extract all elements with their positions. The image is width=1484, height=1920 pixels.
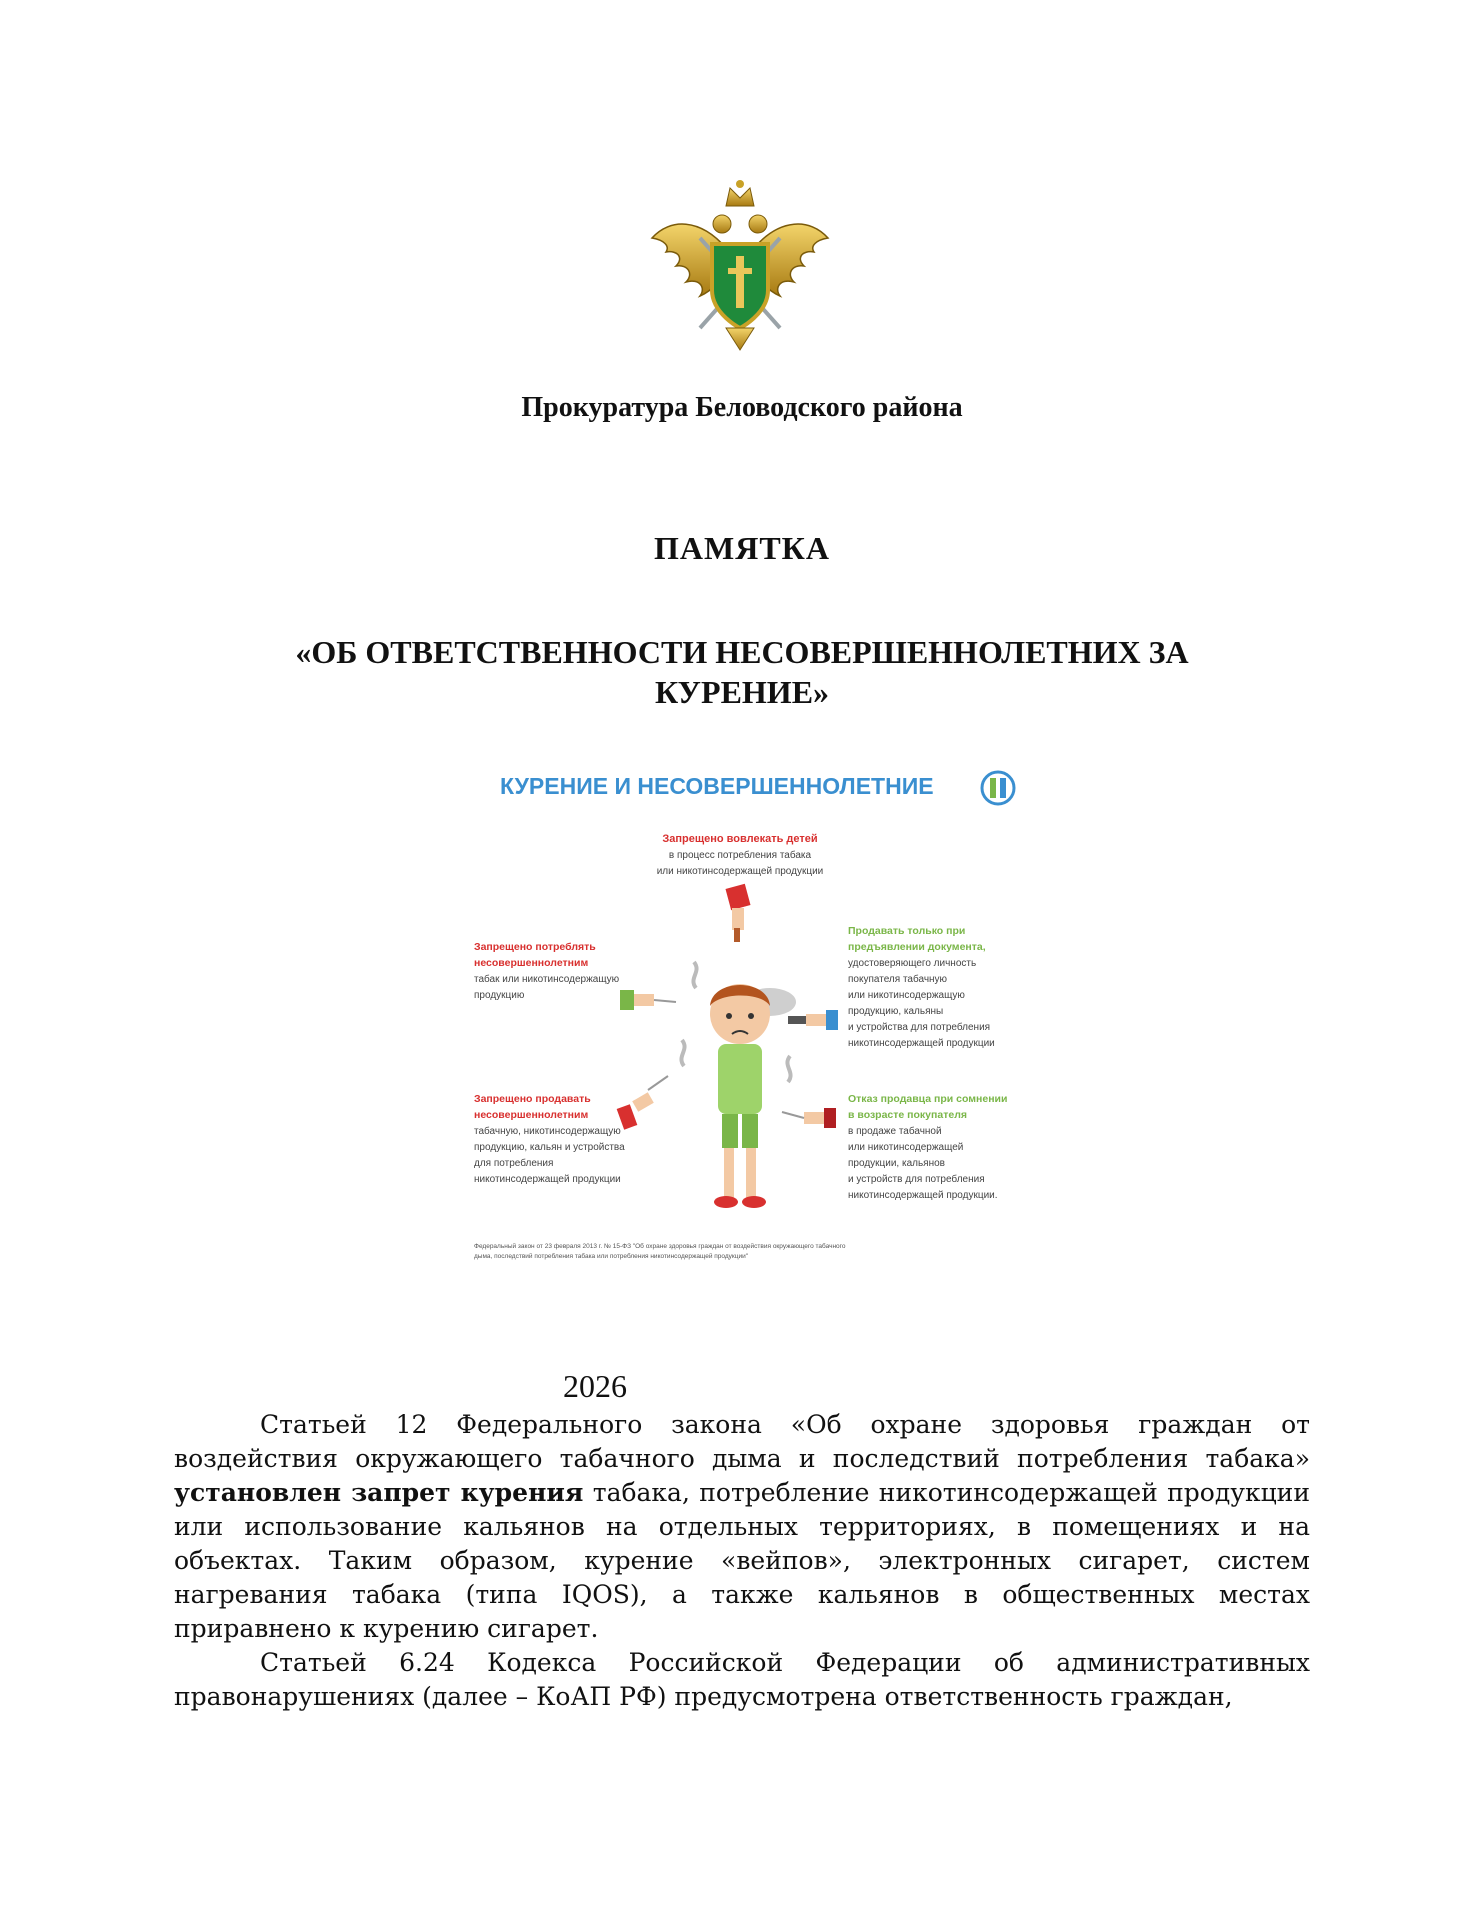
hand-right-bottom-icon xyxy=(782,1108,836,1128)
left-top-line-2: продукцию xyxy=(474,990,525,1001)
eagle-heads xyxy=(713,215,767,233)
law-footnote-line-2: дыма, последствий потребления табака или потребления никотинсодержащей продукции" xyxy=(474,1253,749,1260)
right-top-line-4: продукцию, кальяны xyxy=(848,1006,944,1017)
worried-child-illustration xyxy=(710,984,770,1208)
document-type: ПАМЯТКА xyxy=(654,530,830,566)
left-bottom-heading-1: Запрещено продавать xyxy=(474,1093,591,1105)
left-bottom-line-2: продукцию, кальян и устройства xyxy=(474,1142,625,1153)
top-heading: Запрещено вовлекать детей xyxy=(662,833,818,845)
left-top-heading-2: несовершеннолетним xyxy=(474,957,589,969)
green-shield-icon xyxy=(712,244,768,328)
top-line-1: в процесс потребления табака xyxy=(668,850,812,861)
document-year: 2026 xyxy=(563,1368,627,1404)
document-body xyxy=(174,1408,1310,1714)
left-bottom-line-3: для потребления xyxy=(474,1158,554,1169)
infographic-title: КУРЕНИЕ И НЕСОВЕРШЕННОЛЕТНИЕ xyxy=(500,773,934,799)
right-bottom-line-3: продукции, кальянов xyxy=(848,1158,945,1169)
left-bottom-line-1: табачную, никотинсодержащую xyxy=(474,1126,621,1137)
right-bottom-heading-1: Отказ продавца при сомнении xyxy=(848,1093,1008,1105)
law-footnote-line-1: Федеральный закон от 23 февраля 2013 г. № 15-ФЗ "Об охране здоровья граждан от воздействия окружающего табачного xyxy=(474,1243,846,1250)
right-bottom-heading-2: в возрасте покупателя xyxy=(848,1109,967,1121)
right-top-line-3: или никотинсодержащую xyxy=(848,990,965,1001)
crown-icon xyxy=(726,180,754,206)
right-top-line-1: удостоверяющего личность xyxy=(848,958,977,969)
right-bottom-line-2: или никотинсодержащей xyxy=(848,1142,964,1153)
left-bottom-line-4: никотинсодержащей продукции xyxy=(474,1174,621,1185)
right-top-line-2: покупателя табачную xyxy=(848,974,948,985)
document-title: «ОБ ОТВЕТСТВЕННОСТИ НЕСОВЕРШЕННОЛЕТНИХ ЗА КУРЕНИЕ» xyxy=(295,634,1189,710)
right-top-heading-2: предъявлении документа, xyxy=(848,941,986,953)
hand-left-bottom-icon xyxy=(617,1076,668,1130)
right-top-heading-1: Продавать только при xyxy=(848,925,966,937)
emphasis-ban: установлен запрет курения xyxy=(174,1478,584,1507)
logo-icon xyxy=(982,772,1014,804)
right-top-line-5: и устройства для потребления xyxy=(848,1022,991,1033)
right-bottom-line-4: и устройств для потребления xyxy=(848,1174,985,1185)
office-name: Прокуратура Беловодского района xyxy=(521,392,963,423)
hand-top-icon xyxy=(725,884,750,942)
right-bottom-line-1: в продаже табачной xyxy=(848,1126,942,1137)
prosecutor-emblem xyxy=(640,178,840,358)
left-bottom-heading-2: несовершеннолетним xyxy=(474,1109,589,1121)
paragraph-2: Статьей 6.24 Кодекса Российской Федерации об административных правонарушениях (далее – КоАП РФ) предусмотрена ответственность граждан, xyxy=(174,1648,1310,1711)
left-top-heading-1: Запрещено потреблять xyxy=(474,941,596,953)
hand-left-top-icon xyxy=(620,990,676,1010)
right-bottom-line-5: никотинсодержащей продукции. xyxy=(848,1190,998,1201)
left-top-line-1: табак или никотинсодержащую xyxy=(474,974,620,985)
top-line-2: или никотинсодержащей продукции xyxy=(656,866,824,877)
right-top-line-6: никотинсодержащей продукции xyxy=(848,1038,995,1049)
eagle-tail xyxy=(726,328,754,350)
smoking-minors-infographic xyxy=(470,752,1030,1292)
paragraph-1: Статьей 12 Федерального закона «Об охране здоровья граждан от воздействия окружающего табачного дыма и последствий потребления табака» установлен запрет курения табака, потребление никотинсодержащей продукции или использование кальянов на отдельных территориях, в помещениях и на объектах. Таким образом, курение «вейпов», электронных сигарет, систем нагревания табака (типа IQOS), а также кальянов в общественных местах приравнено к курению сигарет. xyxy=(174,1410,1310,1643)
